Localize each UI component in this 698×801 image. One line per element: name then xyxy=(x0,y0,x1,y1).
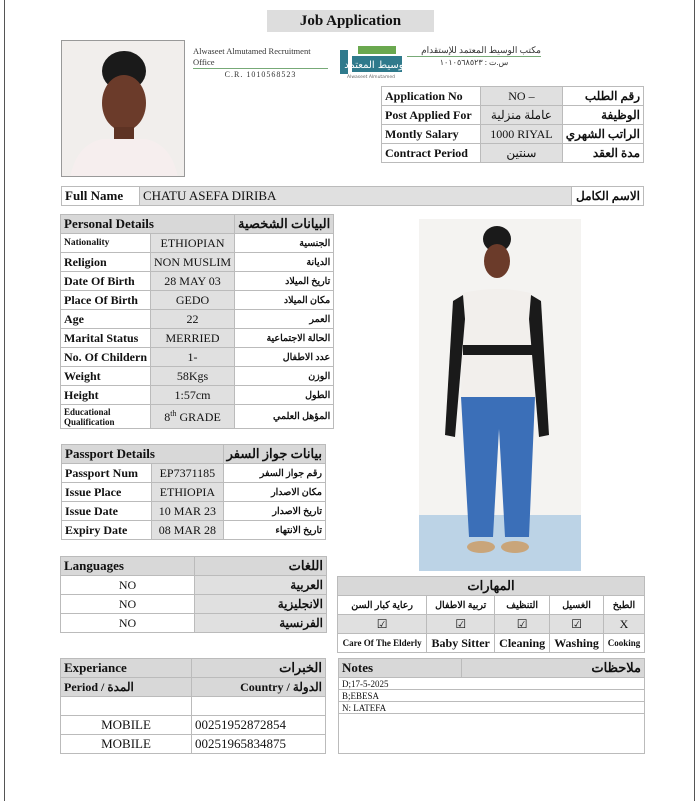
passport-value: 08 MAR 28 xyxy=(152,521,223,540)
language-label-ar: الفرنسية xyxy=(195,614,327,633)
passport-value: EP7371185 xyxy=(152,464,223,483)
skills-table xyxy=(337,576,645,653)
personal-value: NON MUSLIM xyxy=(151,253,235,272)
personal-details-table xyxy=(60,214,334,429)
application-row xyxy=(382,144,644,163)
experience-row xyxy=(61,735,326,754)
language-label-ar: الانجليزية xyxy=(195,595,327,614)
application-label-ar: رقم الطلب xyxy=(562,87,643,106)
personal-label-ar: الديانة xyxy=(235,253,334,272)
application-label-ar: الراتب الشهري xyxy=(562,125,643,144)
agency-cr-ar: س.ت : ١٠١٠٥٦٨٥٢٣ xyxy=(407,56,541,69)
personal-label-en: Date Of Birth xyxy=(61,272,151,291)
applicant-photo-full xyxy=(419,219,581,571)
education-label-ar: المؤهل العلمي xyxy=(235,405,334,429)
passport-header-en: Passport Details xyxy=(62,445,224,464)
passport-row xyxy=(62,521,326,540)
application-label-en: Post Applied For xyxy=(382,106,481,125)
application-row xyxy=(382,106,644,125)
notes-header-ar: ملاحظات xyxy=(461,659,644,678)
agency-name-ar-text: مكتب الوسيط المعتمد للإستقدام xyxy=(421,45,541,55)
personal-label-en: Age xyxy=(61,310,151,329)
personal-value: 22 xyxy=(151,310,235,329)
passport-label-ar: تاريخ الاصدار xyxy=(223,502,325,521)
experience-row xyxy=(61,716,326,735)
personal-value: 1:57cm xyxy=(151,386,235,405)
experience-country: 00251952872854 xyxy=(192,716,326,735)
personal-header-ar: البيانات الشخصية xyxy=(235,215,334,234)
agency-name-ar xyxy=(407,44,541,69)
personal-row xyxy=(61,329,334,348)
skill-checkbox-icon: X xyxy=(603,615,644,634)
skill-label-en: Washing xyxy=(550,634,604,653)
passport-label-en: Passport Num xyxy=(62,464,152,483)
languages-table xyxy=(60,556,327,633)
personal-label-en: Religion xyxy=(61,253,151,272)
personal-value: ETHIOPIAN xyxy=(151,234,235,253)
agency-cr-en: C.R. 1010568523 xyxy=(193,68,328,80)
personal-label-ar: العمر xyxy=(235,310,334,329)
language-row xyxy=(61,614,327,633)
application-value: NO – xyxy=(481,87,563,106)
personal-row xyxy=(61,367,334,386)
agency-logo xyxy=(338,42,404,78)
experience-col-country: Country / الدولة xyxy=(192,678,326,697)
experience-country: 00251965834875 xyxy=(192,735,326,754)
application-value: عاملة منزلية xyxy=(481,106,563,125)
notes-table xyxy=(338,658,645,754)
skill-label-ar: الطبخ xyxy=(603,596,644,615)
languages-header-ar: اللغات xyxy=(195,557,327,576)
personal-value: MERRIED xyxy=(151,329,235,348)
personal-label-ar: الوزن xyxy=(235,367,334,386)
agency-name-en xyxy=(193,46,328,80)
personal-label-en: Nationality xyxy=(61,234,151,253)
passport-row xyxy=(62,464,326,483)
application-label-en: Montly Salary xyxy=(382,125,481,144)
skill-label-en: Cleaning xyxy=(495,634,550,653)
skill-label-en: Care Of The Elderly xyxy=(338,634,427,653)
skills-row-ar xyxy=(338,596,645,615)
notes-line-text: B;EBESA xyxy=(339,690,645,702)
skills-row-en xyxy=(338,634,645,653)
education-value-num: 8 xyxy=(164,409,171,424)
personal-value: 58Kgs xyxy=(151,367,235,386)
languages-header-en: Languages xyxy=(61,557,195,576)
language-row xyxy=(61,576,327,595)
application-label-ar: الوظيفة xyxy=(562,106,643,125)
full-name-value: CHATU ASEFA DIRIBA xyxy=(140,187,572,206)
personal-label-en: Height xyxy=(61,386,151,405)
passport-table xyxy=(61,444,326,540)
skill-label-ar: الغسيل xyxy=(550,596,604,615)
application-row xyxy=(382,87,644,106)
personal-label-ar: عدد الاطفال xyxy=(235,348,334,367)
full-name-label-en: Full Name xyxy=(62,187,140,206)
logo-en-text: Alwaseet Almutamed xyxy=(347,75,395,78)
education-value xyxy=(151,405,235,429)
notes-header-en: Notes xyxy=(339,659,462,678)
full-name-row xyxy=(61,186,644,206)
passport-value: 10 MAR 23 xyxy=(152,502,223,521)
passport-label-ar: تاريخ الانتهاء xyxy=(223,521,325,540)
notes-empty-area xyxy=(339,714,645,754)
application-value: 1000 RIYAL xyxy=(481,125,563,144)
experience-period: MOBILE xyxy=(61,735,192,754)
passport-label-en: Expiry Date xyxy=(62,521,152,540)
skill-label-ar: التنظيف xyxy=(495,596,550,615)
application-value: سنتين xyxy=(481,144,563,163)
skill-checkbox-icon: ☑ xyxy=(338,615,427,634)
language-row xyxy=(61,595,327,614)
personal-label-en: Weight xyxy=(61,367,151,386)
experience-col-period: Period / المدة xyxy=(61,678,192,697)
personal-value: GEDO xyxy=(151,291,235,310)
language-value: NO xyxy=(61,614,195,633)
personal-row xyxy=(61,386,334,405)
skill-label-en: Cooking xyxy=(603,634,644,653)
personal-header-en: Personal Details xyxy=(61,215,235,234)
skill-checkbox-icon: ☑ xyxy=(550,615,604,634)
personal-value: 1- xyxy=(151,348,235,367)
skill-label-ar: تربية الاطفال xyxy=(427,596,495,615)
full-name-label-ar: الاسم الكامل xyxy=(572,187,644,206)
notes-line-text: D;17-5-2025 xyxy=(339,678,645,690)
application-label-ar: مدة العقد xyxy=(562,144,643,163)
page-title: Job Application xyxy=(267,10,434,32)
application-table xyxy=(381,86,644,163)
personal-row xyxy=(61,291,334,310)
education-value-sup: th xyxy=(170,408,177,418)
notes-line xyxy=(339,678,645,690)
skills-header-ar: المهارات xyxy=(338,577,645,596)
skill-checkbox-icon: ☑ xyxy=(495,615,550,634)
personal-label-ar: مكان الميلاد xyxy=(235,291,334,310)
personal-label-ar: تاريخ الميلاد xyxy=(235,272,334,291)
agency-name-en-text: Alwaseet Almutamed Recruitment Office xyxy=(193,46,311,67)
passport-header-ar: بيانات جواز السفر xyxy=(223,445,325,464)
passport-label-en: Issue Place xyxy=(62,483,152,502)
language-value: NO xyxy=(61,576,195,595)
personal-label-en: Place Of Birth xyxy=(61,291,151,310)
education-value-rest: GRADE xyxy=(176,409,221,424)
applicant-photo-small xyxy=(61,40,185,177)
notes-line xyxy=(339,702,645,714)
passport-label-ar: رقم جواز السفر xyxy=(223,464,325,483)
personal-label-ar: الطول xyxy=(235,386,334,405)
education-label-en: Educational Qualification xyxy=(61,405,151,429)
personal-value: 28 MAY 03 xyxy=(151,272,235,291)
experience-header-ar: الخبرات xyxy=(192,659,326,678)
personal-label-ar: الجنسية xyxy=(235,234,334,253)
skills-row-marks xyxy=(338,615,645,634)
personal-label-en: No. Of Childern xyxy=(61,348,151,367)
passport-value: ETHIOPIA xyxy=(152,483,223,502)
notes-line xyxy=(339,690,645,702)
application-label-en: Application No xyxy=(382,87,481,106)
passport-row xyxy=(62,483,326,502)
personal-label-en: Marital Status xyxy=(61,329,151,348)
personal-row xyxy=(61,272,334,291)
passport-label-en: Issue Date xyxy=(62,502,152,521)
application-row xyxy=(382,125,644,144)
application-label-en: Contract Period xyxy=(382,144,481,163)
skill-label-en: Baby Sitter xyxy=(427,634,495,653)
passport-label-ar: مكان الاصدار xyxy=(223,483,325,502)
language-value: NO xyxy=(61,595,195,614)
experience-table xyxy=(60,658,326,754)
personal-row xyxy=(61,310,334,329)
personal-row xyxy=(61,348,334,367)
experience-header-en: Experiance xyxy=(61,659,192,678)
experience-empty-cell xyxy=(192,697,326,716)
notes-line-text: N: LATEFA xyxy=(339,702,645,714)
skill-label-ar: رعاية كبار السن xyxy=(338,596,427,615)
experience-period: MOBILE xyxy=(61,716,192,735)
passport-row xyxy=(62,502,326,521)
language-label-ar: العربية xyxy=(195,576,327,595)
logo-ar-text: الوسيط المعتمد xyxy=(344,60,404,71)
personal-row xyxy=(61,234,334,253)
personal-label-ar: الحالة الاجتماعية xyxy=(235,329,334,348)
experience-empty-cell xyxy=(61,697,192,716)
skill-checkbox-icon: ☑ xyxy=(427,615,495,634)
personal-row xyxy=(61,253,334,272)
